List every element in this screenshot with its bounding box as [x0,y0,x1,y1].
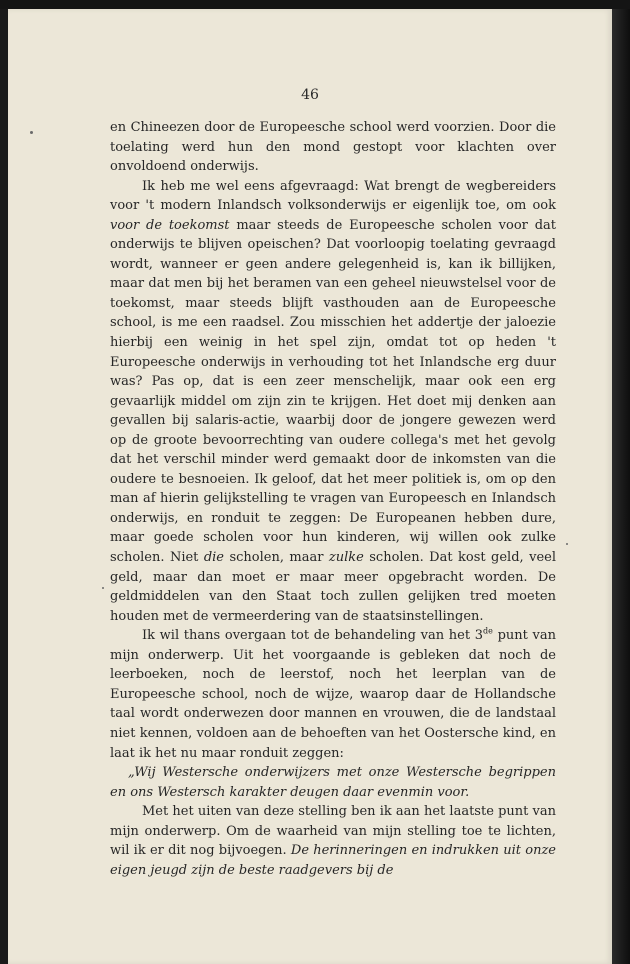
paragraph-2 [110,177,556,627]
body-text [110,118,556,880]
text-run: Ik heb me wel eens afgevraagd: Wat brengt de wegbereiders voor 't modern Inlandsch volksonderwijs er eigenlijk toe, om ook [110,178,556,214]
quote-paragraph [110,763,556,802]
paper-speck [102,587,104,589]
italic-quote: „Wij Westersche onderwijzers met onze Westersche begrippen en ons Westersch karakter deugen daar evenmin voor. [110,765,556,800]
text-run: scholen. Dat kost geld, veel geld, maar dan moet er maar meer opgebracht worden. De geldmiddelen van den Staat toch zullen gelijken tred moeten houden met de vermeerdering van de staatsinstellingen. [110,550,556,624]
italic-run: De herinneringen en indrukken uit onze eigen jeugd zijn de beste raadgevers bij de [110,843,556,878]
italic-run: die [203,550,225,566]
text-run: punt van mijn onderwerp. Uit het voorgaande is gebleken dat noch de leerboeken, noch de leerstof, noch het leerplan van de Europeesche school, noch de wijze, waarop daar de Hollandsche taal wordt onderwezen door mannen en vrouwen, die de landstaal niet kennen, voldoen aan de behoeften van het Oostersche kind, en laat ik het nu maar ronduit zeggen: [110,628,556,761]
italic-run: voor de toekomst [110,217,230,233]
paragraph-1: en Chineezen door de Europeesche school werd voorzien. Door die toelating werd hun den mond gestopt voor klachten over onvoldoend onderwijs. [110,120,556,175]
italic-run: zulke [328,550,364,566]
paragraph-5 [110,802,556,880]
paper-speck [566,543,568,545]
text-run: scholen, maar [224,550,329,566]
text-run: Ik wil thans overgaan tot de behandeling van het 3 [142,628,484,644]
paper-speck [30,131,33,134]
book-spine-edge [612,9,630,964]
page-number: 46 [301,87,319,103]
text-run: Met het uiten van deze stelling ben ik aan het laatste punt van mijn onderwerp. Om de waarheid van mijn stelling toe te lichten, wil ik er dit nog bijvoegen. [110,804,556,859]
text-run: maar steeds de Europeesche scholen voor dat onderwijs te blijven opeischen? Dat voorloopig toelating gevraagd wordt, wanneer er geen andere gelegenheid is, kan ik billijken, maar dat men bij het beramen van een geheel nieuwstelsel voor de toekomst, maar steeds blijft vasthouden aan de Europeesche school, is me een raadsel. Zou misschien het addertje der jaloezie hierbij een weinig in het spel zijn, omdat tot op heden 't Europeesche onderwijs in verhouding tot het Inlandsche erg duur was? Pas op, dat is een zeer menschelijk, maar ook een erg gevaarlijk middel om zijn zin te krijgen. Het doet mij denken aan gevallen bij salaris-actie, waarbij door de jongere gewezen werd op de groote bevoorrechting van oudere collega's met het gevolg dat het verschil minder werd gemaakt door de inkomsten van die oudere te besnoeien. Ik geloof, dat het meer politiek is, om op den man af hierin gelijkstelling te vragen van Europeesch en Inlandsch onderwijs, en ronduit te zeggen: De Europeanen hebben dure, maar goede scholen voor hun kinderen, wij willen ook zulke scholen. Niet [110,217,556,566]
scan-top-border [0,0,630,9]
paragraph-3 [110,626,556,763]
ordinal-superscript: de [483,626,493,636]
